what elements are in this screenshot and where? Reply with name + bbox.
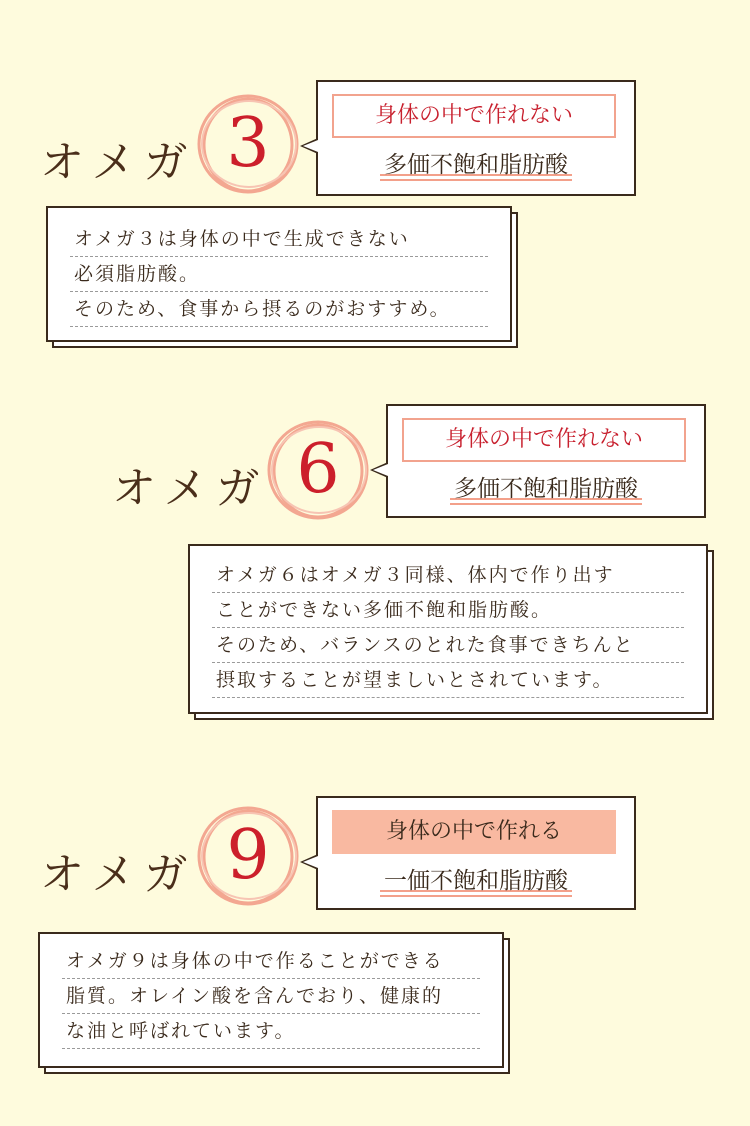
omega6-label: 身体の中で作れない [402,418,686,462]
omega9-note [38,932,504,1068]
omega3-sub: 多価不飽和脂肪酸 [380,146,572,181]
note-line: オメガ３は身体の中で生成できない [70,222,488,257]
omega9-number-circle [194,802,302,910]
omega9-sub: 一価不飽和脂肪酸 [380,862,572,897]
note-line: 脂質。オレイン酸を含んでおり、健康的 [62,979,480,1014]
omega6-number: 6 [296,430,340,509]
speech-tail [300,854,318,870]
note-line: ことができない多価不飽和脂肪酸。 [212,593,684,628]
note-line: オメガ６はオメガ３同様、体内で作り出す [212,558,684,593]
omega9-title: オメガ [40,849,196,900]
note-line: そのため、食事から摂るのがおすすめ。 [70,292,488,327]
omega9-number: 9 [226,816,270,895]
omega3-title: オメガ [40,137,196,188]
note-line: そのため、バランスのとれた食事できちんと [212,628,684,663]
omega3-label: 身体の中で作れない [332,94,616,138]
note-line: 摂取することが望ましいとされています。 [212,663,684,698]
omega9-label: 身体の中で作れる [332,810,616,854]
note-line: な油と呼ばれています。 [62,1014,480,1049]
omega9-speech-box [316,796,636,910]
omega6-title: オメガ [112,463,268,514]
omega3-number: 3 [226,104,270,183]
note-line: オメガ９は身体の中で作ることができる [62,944,480,979]
omega6-sub: 多価不飽和脂肪酸 [450,470,642,505]
note-line: 必須脂肪酸。 [70,257,488,292]
